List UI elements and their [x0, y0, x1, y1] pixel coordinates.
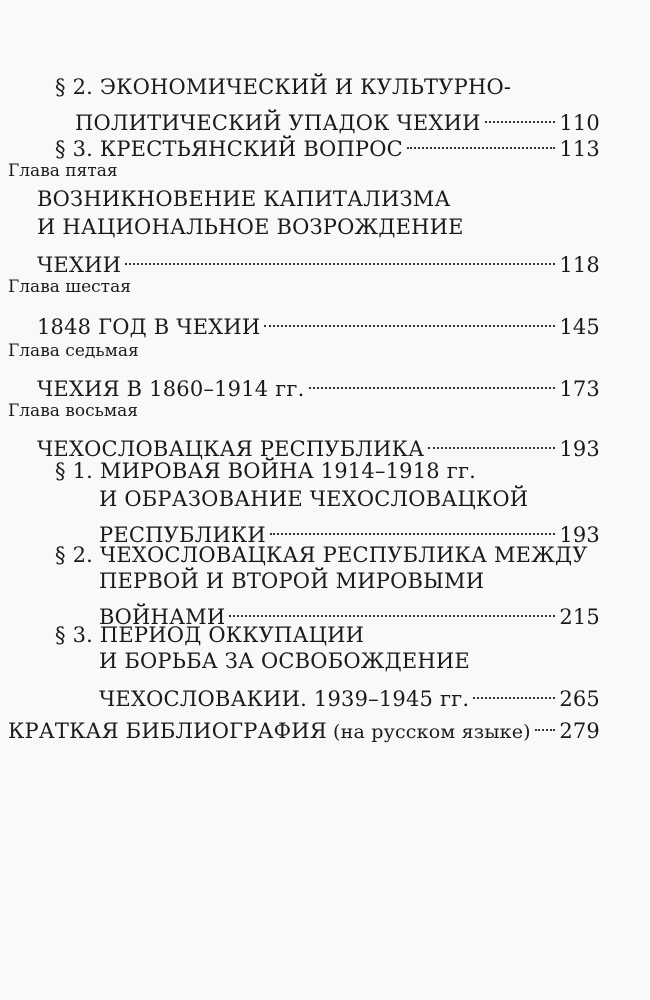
toc-entry-text: ВОЙНАМИ — [99, 605, 226, 629]
page-number: 215 — [559, 605, 600, 629]
toc-entry-text: 1848 ГОД В ЧЕХИИ — [37, 315, 261, 339]
toc-entry-text: И БОРЬБА ЗА ОСВОБОЖДЕНИЕ — [99, 649, 470, 673]
toc-entry-text: § 3. КРЕСТЬЯНСКИЙ ВОПРОС — [55, 137, 403, 161]
toc-entry-ch7[interactable] — [37, 364, 600, 401]
page-number: 279 — [559, 719, 600, 743]
toc-entry-text: ВОЗНИКНОВЕНИЕ КАПИТАЛИЗМА — [37, 187, 451, 211]
toc-entry-ch8-s1-line1 — [55, 456, 600, 486]
page-number: 145 — [559, 315, 600, 339]
page-number: 193 — [559, 523, 600, 547]
toc-entry-ch6[interactable] — [37, 302, 600, 339]
toc-entry-ch8-s1[interactable] — [99, 510, 600, 547]
toc-entry-ch4-s3[interactable] — [55, 124, 600, 161]
dot-leader — [229, 585, 555, 617]
toc-entry-text: § 1. МИРОВАЯ ВОЙНА 1914–1918 гг. — [55, 459, 477, 483]
toc-entry-text: ЧЕХОСЛОВАЦКАЯ РЕСПУБЛИКА — [37, 437, 425, 461]
dot-leader — [309, 357, 556, 389]
chapter-8-label: Глава восьмая — [8, 401, 138, 421]
toc-entry-text: И НАЦИОНАЛЬНОЕ ВОЗРОЖДЕНИЕ — [37, 215, 464, 239]
toc-entry-text: § 2. ЭКОНОМИЧЕСКИЙ И КУЛЬТУРНО- — [55, 75, 512, 99]
dot-leader — [535, 699, 556, 731]
chapter-6-label: Глава шестая — [8, 277, 131, 297]
toc-entry-ch8-s3[interactable] — [99, 674, 600, 711]
toc-entry-ch8-s2[interactable] — [99, 592, 600, 629]
chapter-7-label: Глава седьмая — [8, 341, 139, 361]
dot-leader — [270, 503, 555, 535]
toc-entry-text: РЕСПУБЛИКИ — [99, 523, 266, 547]
dot-leader — [428, 417, 555, 449]
toc-entry-bibliography[interactable] — [8, 706, 600, 743]
toc-entry-text: ЧЕХОСЛОВАКИИ. 1939–1945 гг. — [99, 687, 470, 711]
dot-leader — [473, 667, 555, 699]
dot-leader — [264, 295, 555, 327]
dot-leader — [125, 233, 555, 265]
dot-leader — [407, 117, 555, 149]
toc-entry-text: И ОБРАЗОВАНИЕ ЧЕХОСЛОВАЦКОЙ — [99, 487, 529, 511]
toc-entry-ch8[interactable] — [37, 424, 600, 461]
toc-entry-text: ПЕРВОЙ И ВТОРОЙ МИРОВЫМИ — [99, 569, 485, 593]
page-number: 265 — [559, 687, 600, 711]
chapter-5-label: Глава пятая — [8, 161, 118, 181]
toc-entry-note: (на русском языке) — [332, 721, 531, 743]
toc-entry-text: КРАТКАЯ БИБЛИОГРАФИЯ — [8, 719, 327, 743]
toc-entry-text: § 3. ПЕРИОД ОККУПАЦИИ — [55, 623, 365, 647]
toc-entry-ch5-line1 — [37, 184, 600, 214]
page-number: 113 — [559, 137, 600, 161]
page-number: 173 — [559, 377, 600, 401]
page-number: 110 — [559, 111, 600, 135]
toc-entry-text: ЧЕХИИ — [37, 253, 122, 277]
toc-entry-ch5[interactable] — [37, 240, 600, 277]
page-number: 193 — [559, 437, 600, 461]
toc-entry-text: ПОЛИТИЧЕСКИЙ УПАДОК ЧЕХИИ — [75, 111, 481, 135]
toc-entry-text: § 2. ЧЕХОСЛОВАЦКАЯ РЕСПУБЛИКА МЕЖДУ — [55, 543, 588, 567]
page-number: 118 — [559, 253, 600, 277]
toc-entry-text: ЧЕХИЯ В 1860–1914 гг. — [37, 377, 305, 401]
